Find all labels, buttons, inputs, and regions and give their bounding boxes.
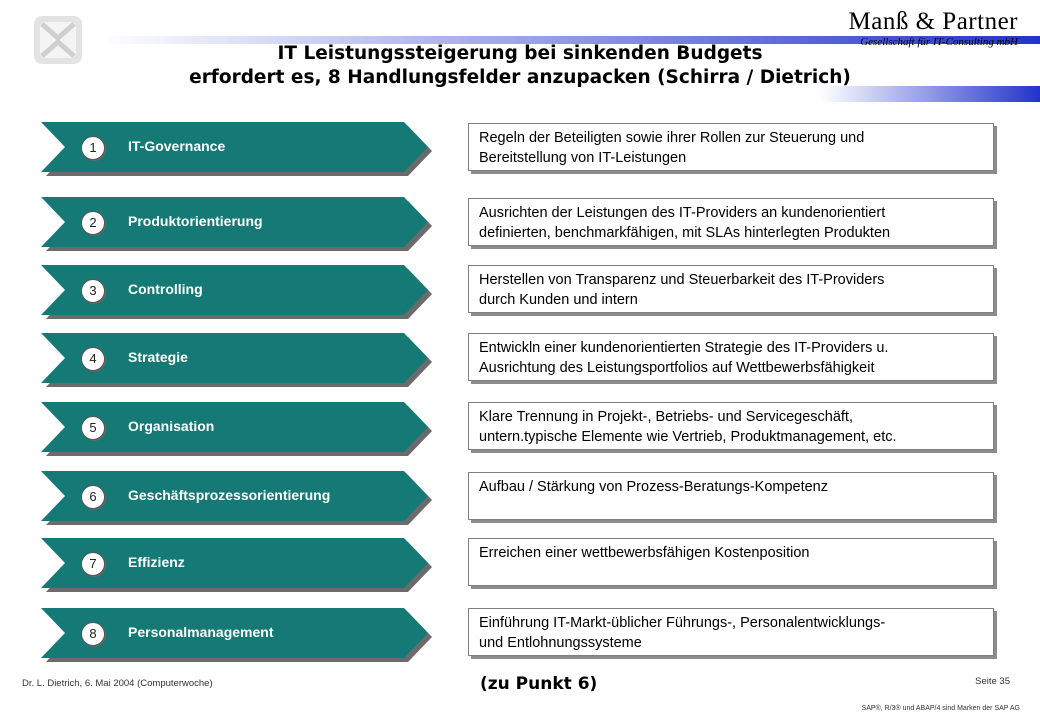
field-number-badge: 1 — [81, 136, 105, 160]
field-description-3 — [468, 265, 994, 313]
brand-name: Manß & Partner — [848, 8, 1018, 35]
field-label: Geschäftsprozessorientierung — [128, 487, 331, 503]
field-label: Organisation — [128, 418, 215, 434]
description-line-1: Herstellen von Transparenz und Steuerbarkeit des IT-Providers — [479, 272, 885, 288]
field-description-4 — [468, 333, 994, 381]
field-label: Controlling — [128, 281, 203, 297]
field-number-badge: 2 — [81, 211, 105, 235]
description-line-2: untern.typische Elemente wie Vertrieb, Produktmanagement, etc. — [479, 429, 897, 445]
field-label: IT-Governance — [128, 138, 226, 154]
field-arrow-1 — [40, 122, 435, 176]
trademark-note: SAP®, R/3® und ABAP/4 sind Marken der SAP AG — [861, 705, 1020, 712]
description-line-1: Klare Trennung in Projekt-, Betriebs- und Servicegeschäft, — [479, 409, 853, 425]
field-arrow-4 — [40, 333, 435, 387]
field-description-2 — [468, 198, 994, 246]
field-number-badge: 3 — [81, 279, 105, 303]
description-line-1: Entwickln einer kundenorientierten Strategie des IT-Providers u. — [479, 340, 889, 356]
field-number-badge: 4 — [81, 347, 105, 371]
field-number-badge: 5 — [81, 416, 105, 440]
field-arrow-5 — [40, 402, 435, 456]
description-line-2: Ausrichtung des Leistungsportfolios auf Wettbewerbsfähigkeit — [479, 360, 875, 376]
description-line-2: definierten, benchmarkfähigen, mit SLAs hinterlegten Produkten — [479, 225, 891, 241]
field-description-8 — [468, 608, 994, 656]
field-number-badge: 6 — [81, 485, 105, 509]
field-label: Effizienz — [128, 554, 185, 570]
description-line-2: durch Kunden und intern — [479, 292, 638, 308]
description-line-1: Ausrichten der Leistungen des IT-Providers an kundenorientiert — [479, 205, 886, 221]
field-label: Personalmanagement — [128, 624, 274, 640]
company-logo-icon — [32, 14, 84, 66]
field-label: Produktorientierung — [128, 213, 263, 229]
field-arrow-3 — [40, 265, 435, 319]
field-arrow-8 — [40, 608, 435, 662]
footer-author: Dr. L. Dietrich, 6. Mai 2004 (Computerwoche) — [22, 678, 213, 689]
field-description-5 — [468, 402, 994, 450]
description-line-2: und Entlohnungssysteme — [479, 635, 642, 651]
field-arrow-6 — [40, 471, 435, 525]
field-description-1 — [468, 123, 994, 171]
footer-note: (zu Punkt 6) — [480, 674, 598, 694]
description-line-1: Einführung IT-Markt-üblicher Führungs-, Personalentwicklungs- — [479, 615, 886, 631]
field-arrow-2 — [40, 197, 435, 251]
title-line-1: IT Leistungssteigerung bei sinkenden Budgets — [277, 43, 763, 64]
field-number-badge: 8 — [81, 622, 105, 646]
field-label: Strategie — [128, 349, 188, 365]
description-line-1: Regeln der Beteiligten sowie ihrer Rollen zur Steuerung und — [479, 130, 865, 146]
description-line-1: Erreichen einer wettbewerbsfähigen Kostenposition — [479, 545, 810, 561]
brand-subtitle: Gesellschaft für IT-Consulting mbH — [860, 36, 1018, 48]
title-line-2: erfordert es, 8 Handlungsfelder anzupacken (Schirra / Dietrich) — [189, 67, 851, 88]
field-arrow-7 — [40, 538, 435, 592]
page-title — [130, 42, 910, 90]
description-line-2: Bereitstellung von IT-Leistungen — [479, 150, 687, 166]
field-description-7 — [468, 538, 994, 586]
field-description-6 — [468, 472, 994, 520]
field-number-badge: 7 — [81, 552, 105, 576]
page-number: Seite 35 — [975, 676, 1010, 687]
description-line-1: Aufbau / Stärkung von Prozess-Beratungs-Kompetenz — [479, 479, 828, 495]
